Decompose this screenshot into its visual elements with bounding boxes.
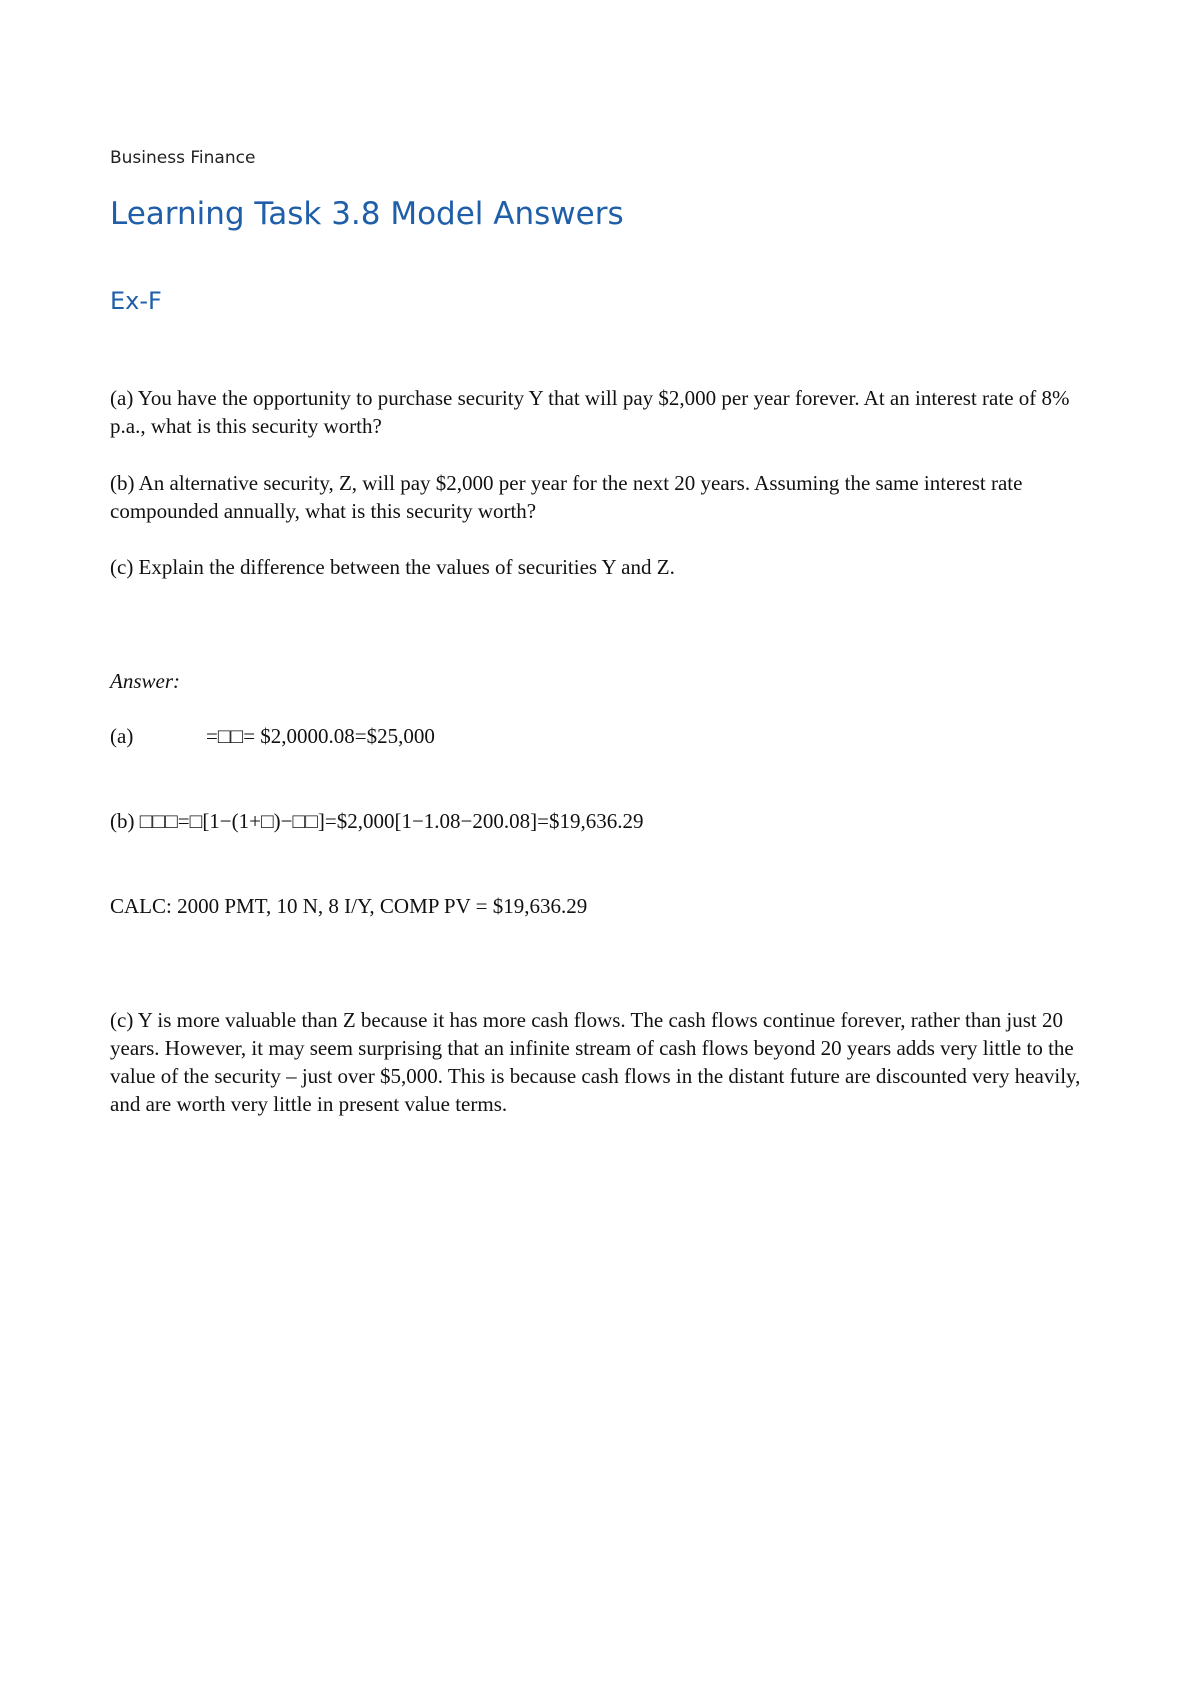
answer-b: (b) □□□=□[1−(1+□)−□□]=$2,000[1−1.08−200.08]=$19,636.29 bbox=[110, 809, 644, 833]
calc-line: CALC: 2000 PMT, 10 N, 8 I/Y, COMP PV = $19,636.29 bbox=[110, 894, 588, 918]
answer-a-formula: =□□= $2,0000.08=$25,000 bbox=[206, 724, 435, 748]
answer-a bbox=[110, 722, 1110, 750]
course-header: Business Finance bbox=[110, 148, 256, 168]
question-b: (b) An alternative security, Z, will pay $2,000 per year for the next 20 years. Assuming the same interest rate compounded annually, what is this security worth? bbox=[110, 471, 1023, 523]
page-title: Learning Task 3.8 Model Answers bbox=[110, 196, 624, 232]
answer-heading: Answer: bbox=[110, 669, 180, 693]
question-a: (a) You have the opportunity to purchase security Y that will pay $2,000 per year forever. At an interest rate of 8% p.a., what is this security worth? bbox=[110, 386, 1070, 438]
answer-c: (c) Y is more valuable than Z because it has more cash flows. The cash flows continue forever, rather than just 20 years. However, it may seem surprising that an infinite stream of cash flows beyond 20 years adds very little to the value of the security – just over $5,000. This is because cash flows in the distant future are discounted very heavily, and are worth very little in present value terms. bbox=[110, 1008, 1081, 1116]
answer-a-label: (a) bbox=[110, 724, 134, 748]
section-heading: Ex-F bbox=[110, 287, 162, 315]
question-c: (c) Explain the difference between the values of securities Y and Z. bbox=[110, 555, 675, 579]
